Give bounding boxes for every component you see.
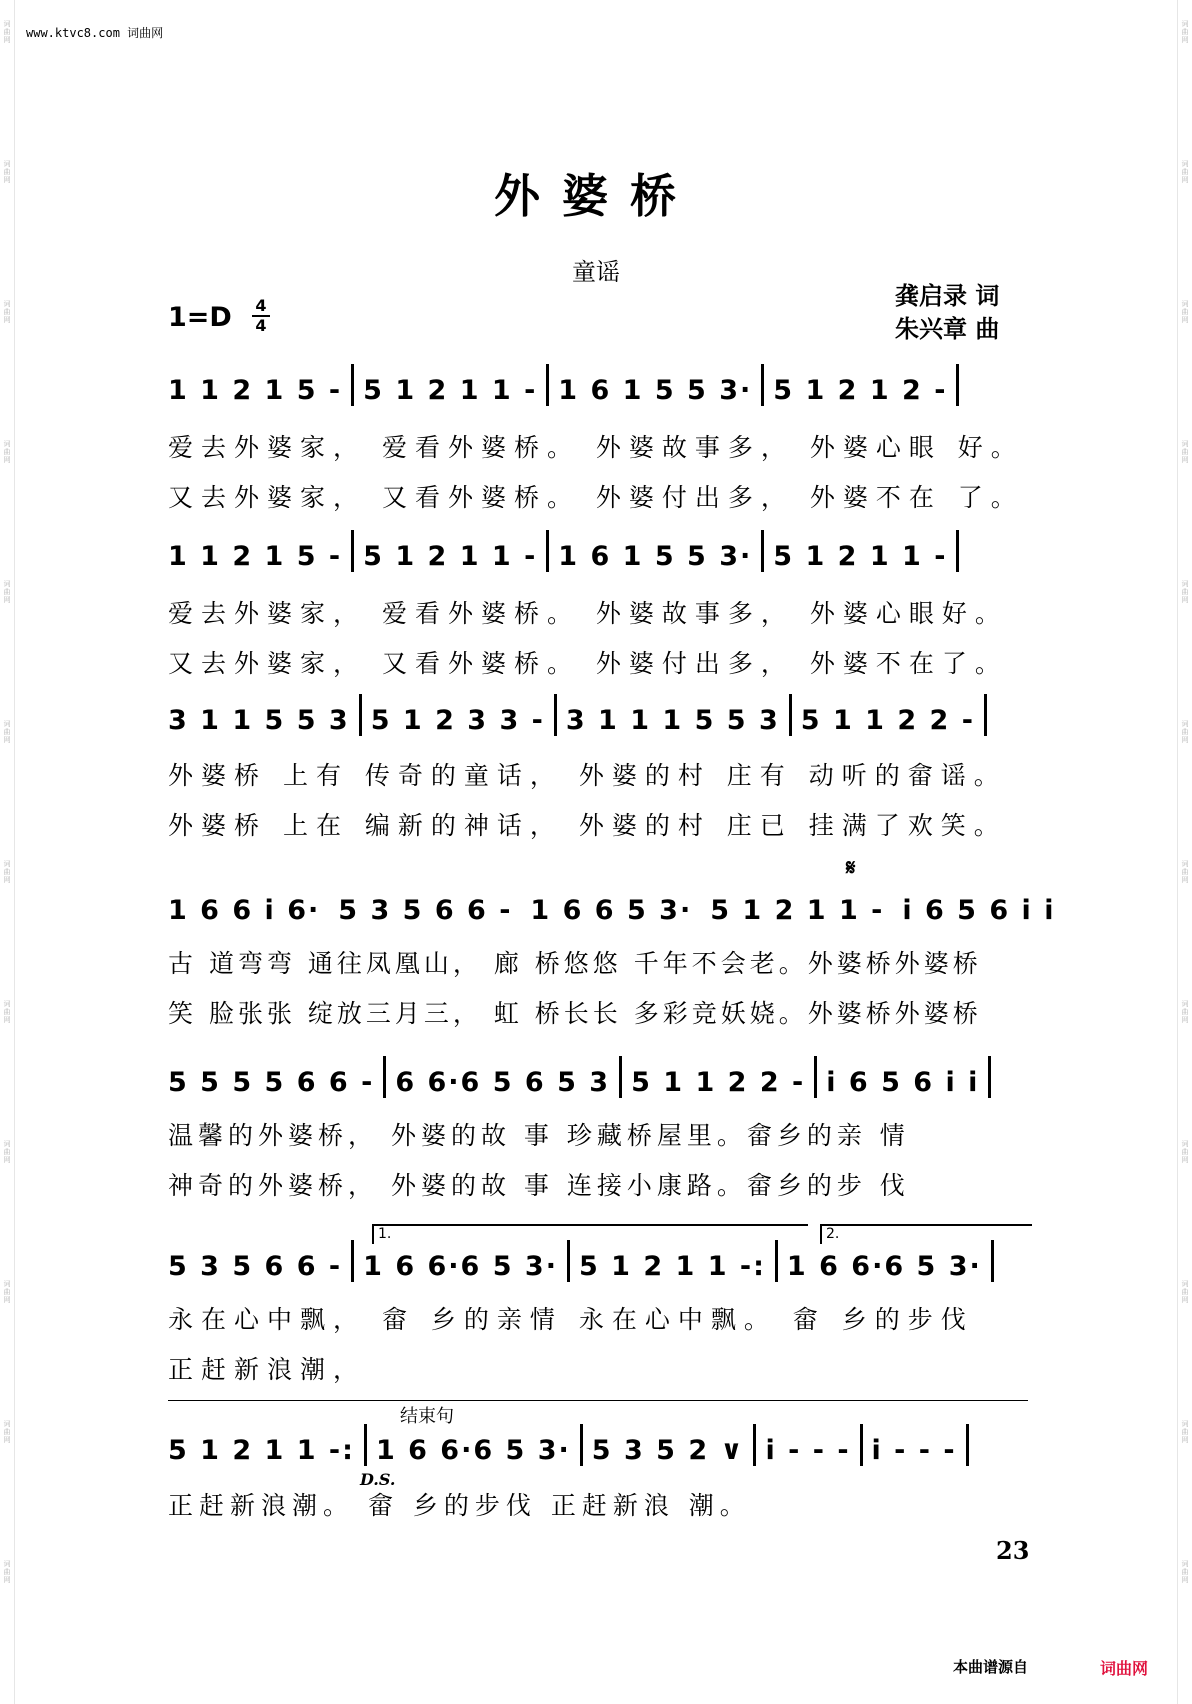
watermark-mark: 词 曲 网 — [3, 580, 11, 604]
bar-line — [619, 1056, 622, 1098]
measure: 1 1 2 1 5 - — [168, 541, 343, 572]
bar-line — [956, 364, 959, 406]
footer-source: 本曲谱源自 — [953, 1658, 1029, 1676]
measure: 1 6 6·6 5 3· — [363, 1251, 558, 1282]
watermark-mark: 词 曲 网 — [3, 1000, 11, 1024]
bar-line — [761, 364, 764, 406]
measure: 5 1 2 1 1 - — [363, 541, 538, 572]
score-system — [168, 890, 1056, 926]
measure: 5 5 5 5 6 6 - — [168, 1067, 375, 1098]
measure: 6 6·6 5 6 5 3 — [395, 1067, 611, 1098]
score-system — [168, 536, 1028, 572]
measure: 5 1 2 1 1 - — [773, 541, 948, 572]
score-system — [168, 1246, 1028, 1282]
key-signature: 1=D — [168, 302, 232, 333]
bar-line — [364, 1424, 367, 1466]
measure: 3 1 1 5 5 3 — [168, 705, 350, 736]
measure: 3 1 1 1 5 5 3 — [565, 705, 780, 736]
measure: 1 6 6·6 5 3· — [375, 1435, 571, 1466]
measure: i - - - — [871, 1435, 957, 1466]
watermark-mark: 词 曲 网 — [1181, 1280, 1189, 1304]
measure: 1 6 6 5 3· — [530, 895, 693, 926]
bar-line — [359, 694, 362, 736]
score-system — [168, 370, 1028, 406]
bar-line — [546, 364, 549, 406]
lyric-line: 外婆桥 上有 传奇的童话， 外婆的村 庄有 动听的畲谣。 — [168, 761, 1007, 790]
lyric-line: 爱去外婆家， 爱看外婆桥。 外婆故事多， 外婆心眼 好。 — [168, 433, 1024, 462]
measure: i 6 5 6 i i — [826, 1067, 980, 1098]
notes-row — [168, 1430, 1028, 1466]
watermark-mark: 词 曲 网 — [3, 1280, 11, 1304]
bar-line — [991, 1240, 994, 1282]
bar-line — [775, 1240, 778, 1282]
notes-row — [168, 370, 1028, 406]
watermark-mark: 词 曲 网 — [3, 720, 11, 744]
measure: 5 3 5 6 6 - — [168, 1251, 343, 1282]
measure: 5 1 1 2 2 - — [631, 1067, 806, 1098]
bar-line — [580, 1424, 583, 1466]
measure: 1 6 6·6 5 3· — [786, 1251, 982, 1282]
bar-line — [984, 694, 987, 736]
ds-mark: D.S. — [360, 1470, 396, 1489]
bar-line — [546, 530, 549, 572]
lyric-line: 永在心中飘， 畲 乡的亲情 永在心中飘。 畲 乡的步伐 — [168, 1305, 974, 1334]
song-subtitle: 童谣 — [572, 258, 620, 286]
lyric-line: 温馨的外婆桥， 外婆的故 事 珍藏桥屋里。畲乡的亲 情 — [168, 1121, 910, 1150]
measure: 1 1 2 1 5 - — [168, 375, 343, 406]
bar-line — [814, 1056, 817, 1098]
first-ending-bracket: 1. — [372, 1224, 808, 1244]
notes-row — [168, 1062, 1028, 1098]
watermark-mark: 词 曲 网 — [1181, 20, 1189, 44]
notes-row — [168, 536, 1028, 572]
measure: 5 1 2 3 3 - — [370, 705, 545, 736]
lyric-line: 古 道弯弯 通往凤凰山， 廊 桥悠悠 千年不会老。外婆桥外婆桥 — [168, 949, 982, 978]
measure: 5 3 5 2 ∨ — [591, 1435, 745, 1466]
page-number: 23 — [996, 1536, 1030, 1565]
notes-row — [168, 1246, 1028, 1282]
footer-brand-link[interactable]: 词曲网 — [1100, 1659, 1149, 1678]
coda-label: 结束句 — [400, 1406, 454, 1427]
watermark-mark: 词 曲 网 — [1181, 1420, 1189, 1444]
watermark-mark: 词 曲 网 — [3, 860, 11, 884]
bar-line — [988, 1056, 991, 1098]
bar-line — [351, 530, 354, 572]
credits — [895, 280, 999, 346]
bar-line — [753, 1424, 756, 1466]
lyric-line: 又去外婆家， 又看外婆桥。 外婆付出多， 外婆不在了。 — [168, 649, 1008, 678]
measure: 5 1 2 1 1 -: — [168, 1435, 355, 1466]
lyric-line: 笑 脸张张 绽放三月三， 虹 桥长长 多彩竞妖娆。外婆桥外婆桥 — [168, 999, 982, 1028]
bar-line — [554, 694, 557, 736]
time-signature — [252, 298, 270, 334]
measure: 5 1 2 1 1 -: — [578, 1251, 766, 1282]
watermark-mark: 词 曲 网 — [1181, 720, 1189, 744]
watermark-mark: 词 曲 网 — [3, 1140, 11, 1164]
second-ending-bracket: 2. — [820, 1224, 1032, 1244]
measure: i 6 5 6 i i — [902, 895, 1056, 926]
watermark-mark: 词 曲 网 — [3, 160, 11, 184]
notes-row — [168, 890, 1056, 926]
score-system — [168, 700, 1028, 736]
measure: i - - - — [765, 1435, 851, 1466]
bar-line — [860, 1424, 863, 1466]
measure: 5 3 5 6 6 - — [338, 895, 513, 926]
lyric-line: 爱去外婆家， 爱看外婆桥。 外婆故事多， 外婆心眼好。 — [168, 599, 1008, 628]
section-divider — [168, 1400, 1028, 1401]
composer: 朱兴章 曲 — [895, 315, 1000, 343]
watermark-mark: 词 曲 网 — [1181, 1000, 1189, 1024]
lyric-line: 外婆桥 上在 编新的神话， 外婆的村 庄已 挂满了欢笑。 — [168, 811, 1007, 840]
watermark-mark: 词 曲 网 — [1181, 580, 1189, 604]
watermark-mark: 词 曲 网 — [3, 20, 11, 44]
site-header[interactable]: www.ktvc8.com 词曲网 — [26, 26, 164, 40]
watermark-mark: 词 曲 网 — [3, 1560, 11, 1584]
watermark-mark: 词 曲 网 — [1181, 440, 1189, 464]
measure: 1 6 1 5 5 3· — [558, 541, 753, 572]
song-title: 外婆桥 — [494, 169, 698, 223]
lyricist: 龚启录 词 — [895, 282, 1000, 310]
watermark-mark: 词 曲 网 — [3, 440, 11, 464]
bar-line — [351, 1240, 354, 1282]
bar-line — [966, 1424, 969, 1466]
bar-line — [383, 1056, 386, 1098]
watermark-mark: 词 曲 网 — [1181, 860, 1189, 884]
measure: 5 1 2 1 1 - — [710, 895, 885, 926]
measure: 1 6 6 i 6· — [168, 895, 321, 926]
watermark-mark: 词 曲 网 — [1181, 1560, 1189, 1584]
lyric-line: 神奇的外婆桥， 外婆的故 事 连接小康路。畲乡的步 伐 — [168, 1171, 910, 1200]
watermark-mark: 词 曲 网 — [3, 1420, 11, 1444]
bar-line — [351, 364, 354, 406]
bar-line — [761, 530, 764, 572]
watermark-mark: 词 曲 网 — [1181, 300, 1189, 324]
lyric-line: 正赶新浪潮， — [168, 1355, 367, 1384]
score-system — [168, 1430, 1028, 1466]
watermark-mark: 词 曲 网 — [1181, 160, 1189, 184]
score-system — [168, 1062, 1028, 1098]
bar-line — [789, 694, 792, 736]
time-signature-bottom: 4 — [255, 316, 267, 335]
bar-line — [567, 1240, 570, 1282]
watermark-mark: 词 曲 网 — [1181, 1140, 1189, 1164]
bar-line — [956, 530, 959, 572]
measure: 5 1 2 1 1 - — [363, 375, 538, 406]
measure: 1 6 1 5 5 3· — [558, 375, 753, 406]
watermark-mark: 词 曲 网 — [3, 300, 11, 324]
measure: 5 1 1 2 2 - — [800, 705, 975, 736]
segno-mark: 𝄋 — [846, 856, 856, 881]
time-signature-top: 4 — [255, 296, 267, 315]
lyric-line: 又去外婆家， 又看外婆桥。 外婆付出多， 外婆不在 了。 — [168, 483, 1024, 512]
measure: 5 1 2 1 2 - — [773, 375, 948, 406]
lyric-line: 正赶新浪潮。 畲 乡的步伐 正赶新浪 潮。 — [168, 1491, 751, 1520]
notes-row — [168, 700, 1028, 736]
